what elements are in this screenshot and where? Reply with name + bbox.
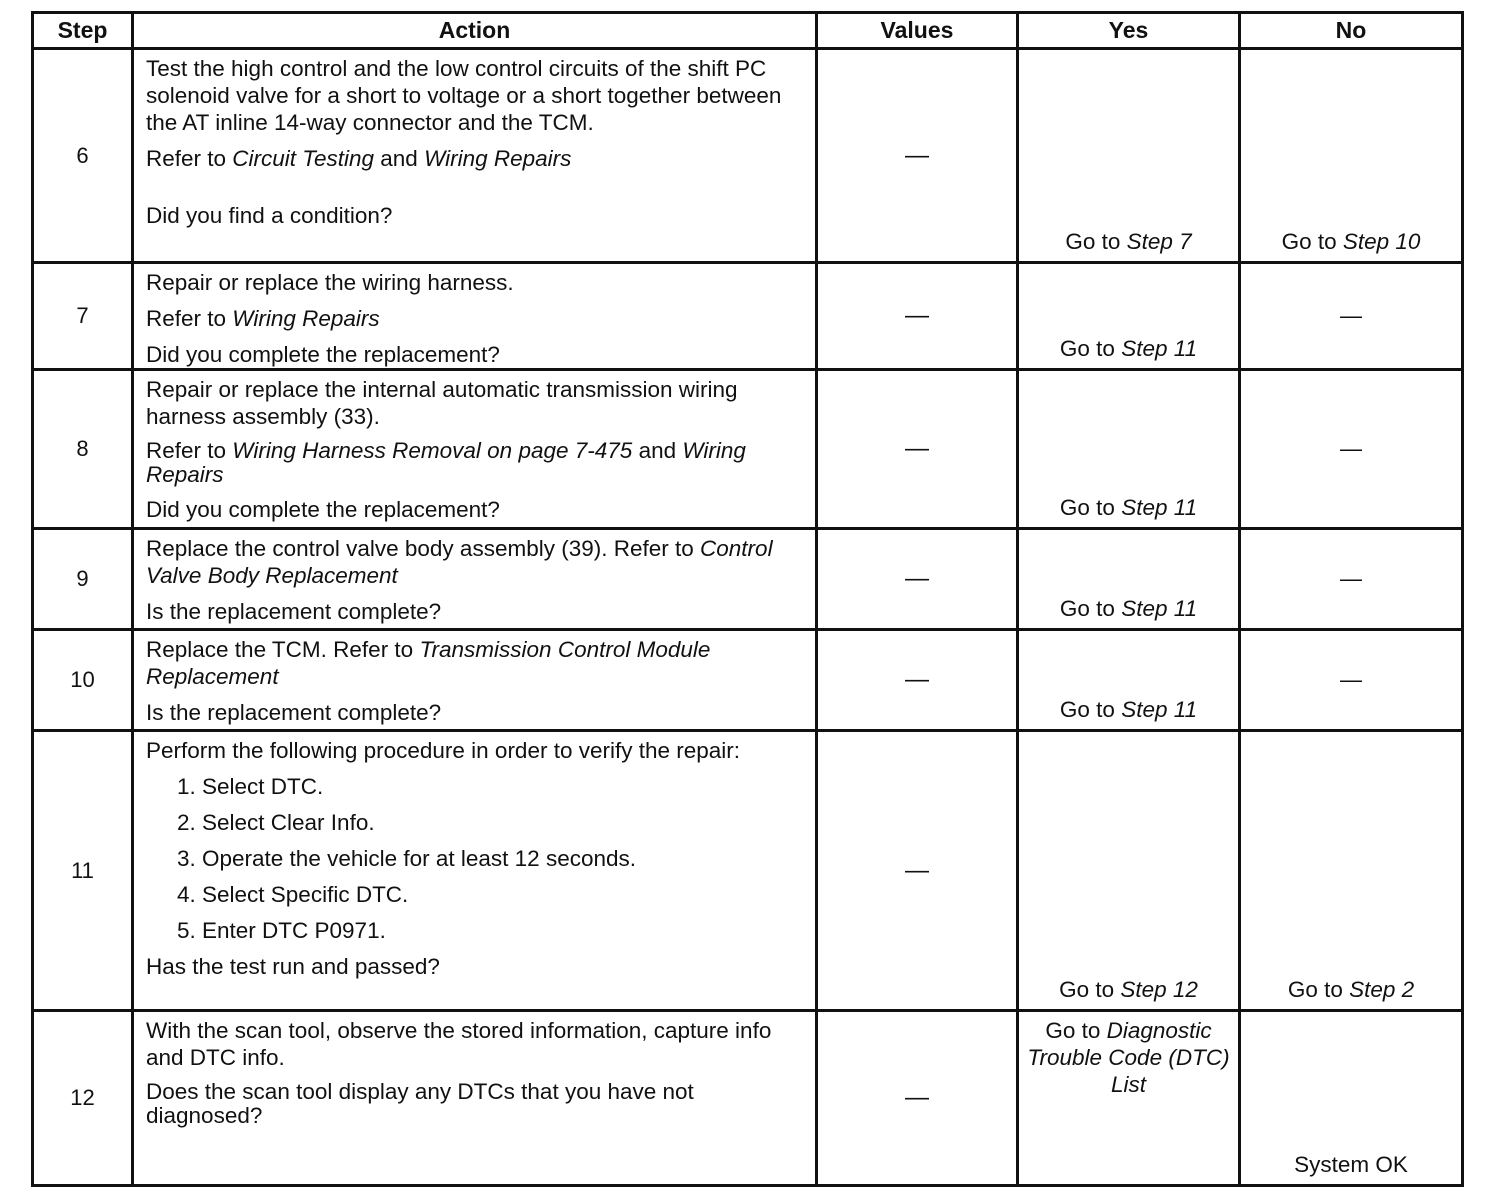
action-text: Repair or replace the wiring harness. xyxy=(146,270,514,295)
values-cell: — xyxy=(817,1011,1018,1186)
header-row xyxy=(33,13,1463,49)
header-step: Step xyxy=(33,13,133,49)
list-item: 3. Operate the vehicle for at least 12 seconds. xyxy=(202,845,805,872)
no-cell: System OK xyxy=(1240,1011,1463,1186)
action-text: With the scan tool, observe the stored information, capture info and DTC info. xyxy=(146,1018,772,1070)
no-cell: — xyxy=(1240,630,1463,731)
yes-link[interactable]: Step 11 xyxy=(1121,697,1198,722)
yes-cell: Go to Step 11 xyxy=(1018,370,1240,529)
reference-link[interactable]: Wiring Repairs xyxy=(146,438,746,487)
yes-cell: Go to Step 11 xyxy=(1018,263,1240,370)
values-cell: — xyxy=(817,731,1018,1011)
action-cell xyxy=(133,630,817,731)
no-cell: Go to Step 10 xyxy=(1240,49,1463,263)
table-row xyxy=(33,49,1463,263)
step-number: 10 xyxy=(33,630,133,731)
no-link[interactable]: Step 10 xyxy=(1342,229,1421,254)
header-action: Action xyxy=(133,13,817,49)
list-item: 5. Enter DTC P0971. xyxy=(202,917,805,944)
reference-link[interactable]: Wiring Repairs xyxy=(424,146,572,171)
action-cell xyxy=(133,370,817,529)
list-item: 4. Select Specific DTC. xyxy=(202,881,805,908)
values-cell: — xyxy=(817,263,1018,370)
no-cell: — xyxy=(1240,529,1463,630)
values-cell: — xyxy=(817,529,1018,630)
action-cell xyxy=(133,263,817,370)
values-cell: — xyxy=(817,630,1018,731)
yes-link[interactable]: Step 11 xyxy=(1121,596,1198,621)
table-row xyxy=(33,529,1463,630)
list-item: 2. Select Clear Info. xyxy=(202,809,805,836)
step-number: 12 xyxy=(33,1011,133,1186)
yes-link[interactable]: Step 7 xyxy=(1126,229,1192,254)
header-yes: Yes xyxy=(1018,13,1240,49)
action-text: Repair or replace the internal automatic transmission wiring harness assembly (33). xyxy=(146,377,738,429)
yes-cell: Go to Diagnostic Trouble Code (DTC) List xyxy=(1018,1011,1240,1186)
action-reference: Refer to Wiring Harness Removal on page 7-475 and Wiring Repairs xyxy=(146,438,746,487)
table-row xyxy=(33,731,1463,1011)
diagnostic-table xyxy=(31,11,1464,1187)
values-cell: — xyxy=(817,370,1018,529)
action-reference: Refer to Circuit Testing and Wiring Repairs xyxy=(146,146,572,171)
action-cell xyxy=(133,1011,817,1186)
values-cell: — xyxy=(817,49,1018,263)
yes-cell: Go to Step 11 xyxy=(1018,630,1240,731)
yes-link[interactable]: Diagnostic Trouble Code (DTC) List xyxy=(1027,1018,1230,1097)
yes-link[interactable]: Step 11 xyxy=(1121,336,1198,361)
action-text: Replace the TCM. Refer to Transmission Control Module Replacement xyxy=(146,637,711,689)
table-row xyxy=(33,370,1463,529)
action-text: Perform the following procedure in order to verify the repair: xyxy=(146,738,741,763)
reference-link[interactable]: Circuit Testing xyxy=(232,146,375,171)
action-question: Has the test run and passed? xyxy=(146,954,440,979)
action-text: Replace the control valve body assembly (39). Refer to Control Valve Body Replacement xyxy=(146,536,773,588)
yes-cell: Go to Step 11 xyxy=(1018,529,1240,630)
reference-link[interactable]: Wiring Harness Removal on page 7-475 xyxy=(232,438,633,463)
yes-cell: Go to Step 7 xyxy=(1018,49,1240,263)
action-reference: Refer to Wiring Repairs xyxy=(146,306,380,331)
action-cell xyxy=(133,49,817,263)
reference-link[interactable]: Wiring Repairs xyxy=(232,306,380,331)
no-cell: — xyxy=(1240,370,1463,529)
step-number: 6 xyxy=(33,49,133,263)
reference-link[interactable]: Transmission Control Module Replacement xyxy=(146,637,711,689)
no-cell: Go to Step 2 xyxy=(1240,731,1463,1011)
reference-link[interactable]: Control Valve Body Replacement xyxy=(146,536,773,588)
action-question: Is the replacement complete? xyxy=(146,700,442,725)
action-question: Did you complete the replacement? xyxy=(146,497,500,522)
yes-link[interactable]: Step 11 xyxy=(1121,495,1198,520)
table-row xyxy=(33,1011,1463,1186)
list-item: 1. Select DTC. xyxy=(202,773,805,800)
step-number: 11 xyxy=(33,731,133,1011)
action-question: Does the scan tool display any DTCs that you have not diagnosed? xyxy=(146,1079,694,1128)
action-cell xyxy=(133,731,817,1011)
header-values: Values xyxy=(817,13,1018,49)
action-cell xyxy=(133,529,817,630)
action-question: Did you find a condition? xyxy=(146,203,393,228)
header-no: No xyxy=(1240,13,1463,49)
procedure-list xyxy=(146,773,805,944)
no-cell: — xyxy=(1240,263,1463,370)
step-number: 9 xyxy=(33,529,133,630)
yes-cell: Go to Step 12 xyxy=(1018,731,1240,1011)
no-link[interactable]: Step 2 xyxy=(1349,977,1415,1002)
action-question: Did you complete the replacement? xyxy=(146,342,500,367)
table-row xyxy=(33,263,1463,370)
action-text: Test the high control and the low control circuits of the shift PC solenoid valve for a short to voltage or a short together between the AT inline 14-way connector and the TCM. xyxy=(146,56,782,135)
yes-link[interactable]: Step 12 xyxy=(1120,977,1198,1002)
step-number: 8 xyxy=(33,370,133,529)
table-row xyxy=(33,630,1463,731)
step-number: 7 xyxy=(33,263,133,370)
action-question: Is the replacement complete? xyxy=(146,599,442,624)
